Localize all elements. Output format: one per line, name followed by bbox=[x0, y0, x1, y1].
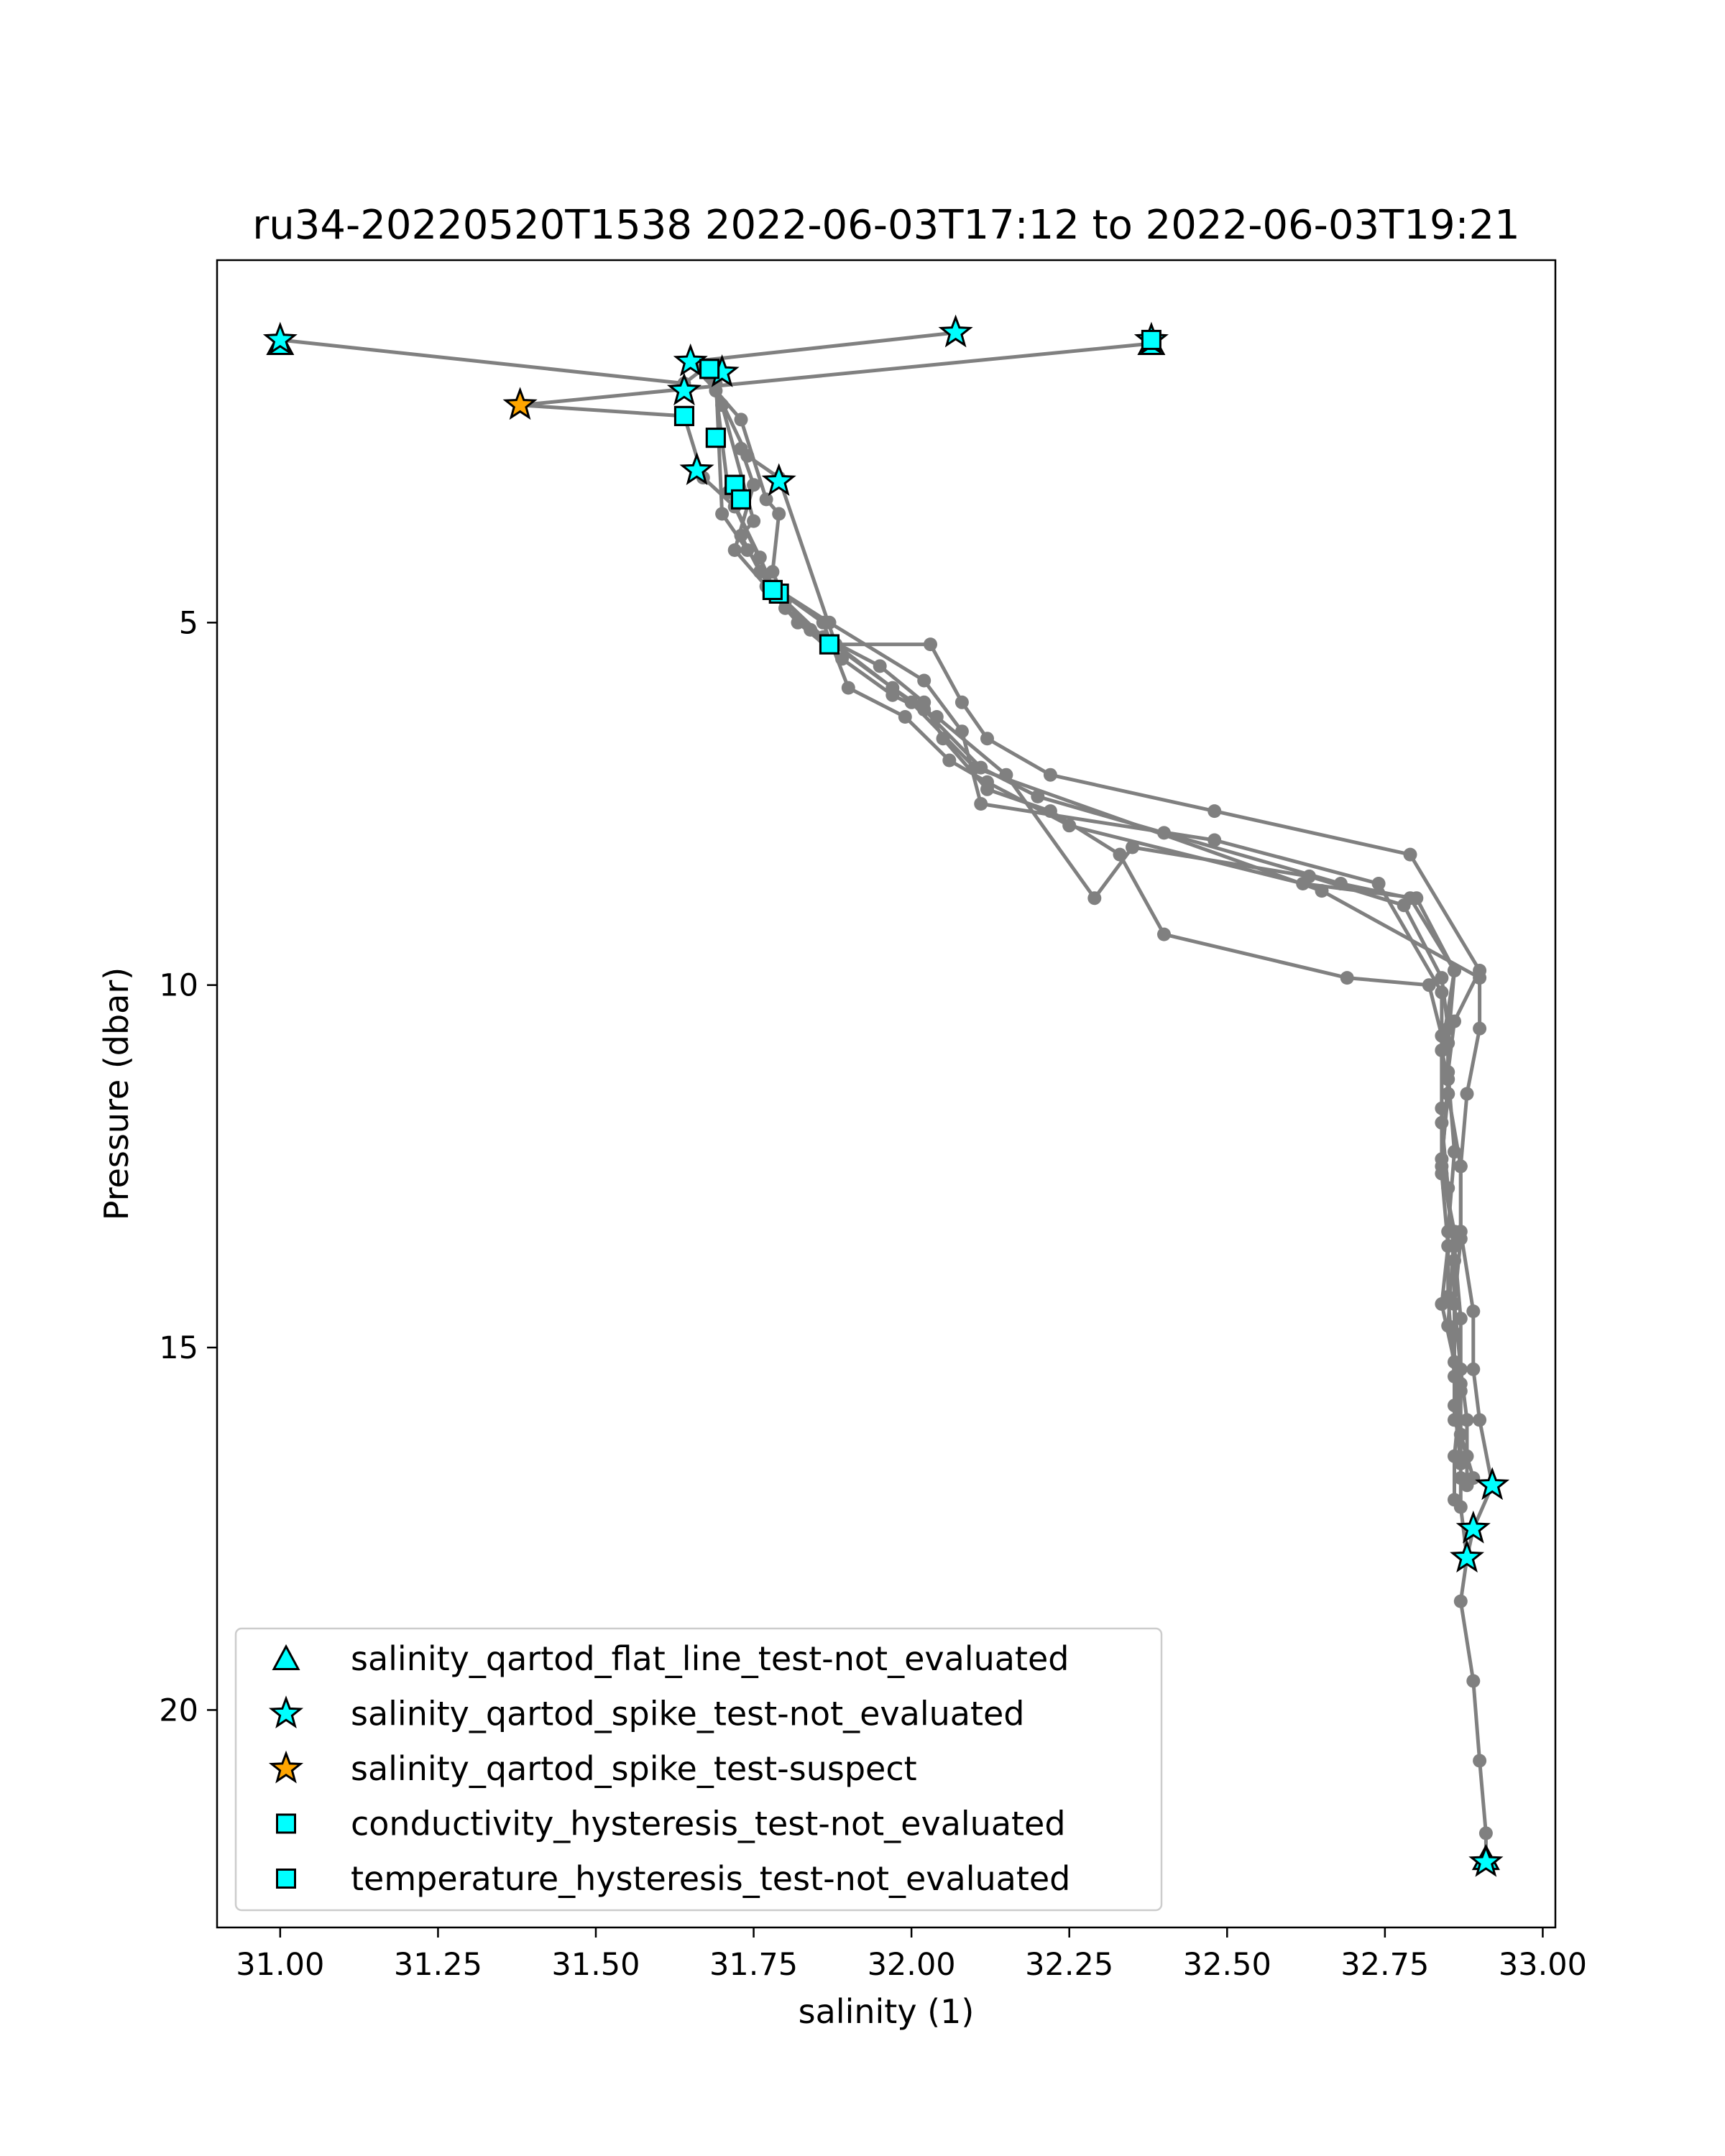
profile-point bbox=[1448, 1399, 1461, 1412]
x-axis bbox=[236, 1927, 1587, 1983]
x-tick-label: 31.75 bbox=[709, 1947, 799, 1983]
profile-point bbox=[1473, 964, 1486, 977]
profile-point bbox=[930, 710, 944, 724]
x-tick-label: 32.50 bbox=[1182, 1947, 1271, 1983]
profile-point bbox=[1479, 1826, 1493, 1840]
profile-point bbox=[974, 761, 988, 775]
profile-point bbox=[999, 768, 1013, 782]
legend-entry-label: conductivity_hysteresis_test-not_evaluated bbox=[351, 1804, 1066, 1843]
profile-point bbox=[1460, 1087, 1474, 1101]
profile-point bbox=[1473, 1754, 1486, 1768]
square-marker bbox=[820, 635, 838, 653]
x-tick-label: 32.75 bbox=[1340, 1947, 1430, 1983]
y-axis-label: Pressure (dbar) bbox=[97, 967, 136, 1221]
profile-point bbox=[1460, 1413, 1474, 1427]
profile-point bbox=[1435, 1116, 1448, 1130]
y-tick-label: 15 bbox=[159, 1330, 198, 1367]
y-tick-label: 10 bbox=[159, 967, 198, 1004]
legend-entry-label: salinity_qartod_spike_test-suspect bbox=[351, 1749, 917, 1788]
profile-point bbox=[1087, 891, 1101, 905]
profile-point bbox=[735, 413, 748, 426]
profile-point bbox=[1454, 1232, 1468, 1245]
profile-point bbox=[1031, 790, 1044, 803]
profile-point bbox=[942, 754, 956, 768]
y-tick-label: 20 bbox=[159, 1692, 198, 1729]
profile-point bbox=[1454, 1457, 1468, 1470]
profile-point bbox=[735, 442, 748, 456]
legend-entry-label: salinity_qartod_flat_line_test-not_evaluated bbox=[351, 1639, 1070, 1678]
square-marker bbox=[675, 407, 693, 425]
profile-point bbox=[1454, 1595, 1468, 1608]
profile-point bbox=[772, 507, 786, 521]
profile-point bbox=[1466, 1363, 1480, 1376]
profile-point bbox=[791, 616, 805, 630]
y-tick-label: 5 bbox=[178, 605, 198, 642]
profile-point bbox=[816, 616, 830, 630]
x-tick-label: 32.25 bbox=[1025, 1947, 1114, 1983]
profile-point bbox=[728, 543, 742, 557]
square-marker bbox=[763, 581, 781, 599]
profile-point bbox=[1340, 971, 1354, 985]
profile-point bbox=[1448, 964, 1461, 977]
legend-square-marker bbox=[277, 1870, 295, 1888]
profile-point bbox=[1435, 971, 1448, 985]
profile-point bbox=[1397, 898, 1411, 912]
profile-point bbox=[937, 732, 950, 745]
x-tick-label: 32.00 bbox=[867, 1947, 956, 1983]
profile-point bbox=[1448, 1326, 1461, 1340]
profile-point bbox=[924, 637, 937, 651]
legend-entry-label: salinity_qartod_spike_test-not_evaluated bbox=[351, 1694, 1025, 1733]
profile-point bbox=[1409, 891, 1423, 905]
profile-point bbox=[1448, 1254, 1461, 1268]
profile-point bbox=[917, 674, 931, 688]
x-axis-label: salinity (1) bbox=[798, 1992, 975, 2031]
profile-point bbox=[1473, 1022, 1486, 1036]
profile-point bbox=[1422, 978, 1436, 992]
profile-point bbox=[715, 507, 729, 521]
profile-point bbox=[760, 492, 773, 506]
profile-point bbox=[753, 550, 767, 564]
x-tick-label: 33.00 bbox=[1498, 1947, 1587, 1983]
profile-point bbox=[886, 688, 899, 702]
profile-point bbox=[1460, 1478, 1474, 1492]
profile-point bbox=[1208, 804, 1221, 818]
profile-point bbox=[709, 384, 722, 397]
square-marker bbox=[701, 360, 719, 378]
profile-point bbox=[980, 775, 994, 789]
x-tick-label: 31.50 bbox=[551, 1947, 640, 1983]
square-marker bbox=[707, 429, 724, 447]
legend-entry-label: temperature_hysteresis_test-not_evaluated bbox=[351, 1859, 1071, 1898]
profile-point bbox=[1157, 826, 1171, 839]
profile-point bbox=[1473, 1413, 1486, 1427]
profile-point bbox=[955, 696, 969, 709]
profile-point bbox=[1454, 1159, 1468, 1173]
profile-point bbox=[1157, 928, 1171, 941]
profile-point bbox=[842, 681, 855, 695]
profile-point bbox=[1372, 877, 1386, 890]
profile-point bbox=[974, 797, 988, 811]
profile-point bbox=[747, 515, 760, 528]
profile-point bbox=[1466, 1674, 1480, 1688]
profile-point bbox=[898, 710, 912, 724]
profile-point bbox=[1062, 819, 1076, 832]
square-marker bbox=[1142, 331, 1160, 349]
profile-point bbox=[1296, 877, 1310, 890]
profile-point bbox=[873, 659, 887, 673]
x-tick-label: 31.25 bbox=[393, 1947, 482, 1983]
profile-point bbox=[980, 732, 994, 745]
x-tick-label: 31.00 bbox=[236, 1947, 325, 1983]
profile-point bbox=[1448, 1493, 1461, 1506]
profile-point bbox=[1435, 1044, 1448, 1057]
chart-title: ru34-20220520T1538 2022-06-03T17:12 to 2022-06-03T19:21 bbox=[252, 202, 1520, 249]
square-marker bbox=[732, 490, 750, 508]
profile-point bbox=[1441, 1181, 1455, 1195]
legend bbox=[236, 1628, 1162, 1910]
profile-point bbox=[1404, 848, 1417, 862]
profile-point bbox=[1044, 768, 1057, 782]
legend-square-marker bbox=[277, 1815, 295, 1833]
profile-point bbox=[1466, 1304, 1480, 1318]
